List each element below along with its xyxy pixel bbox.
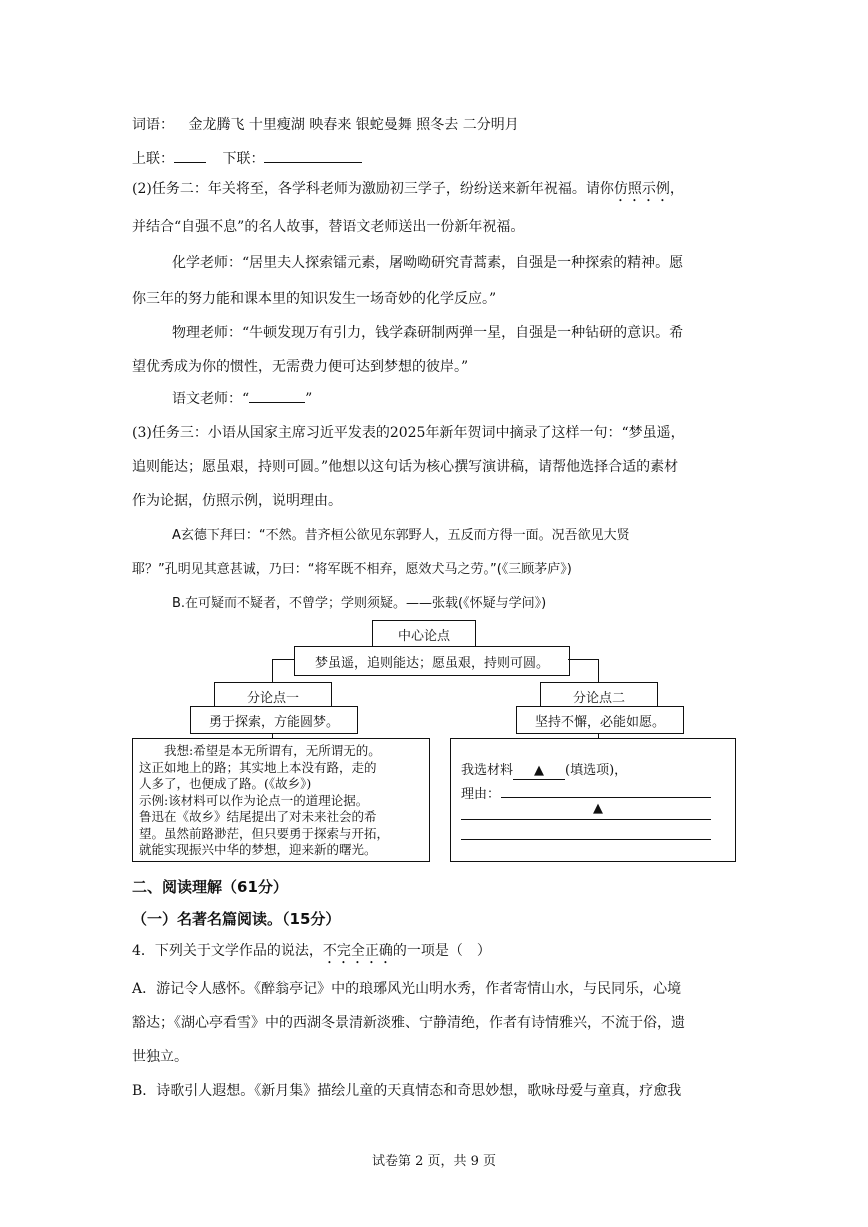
choose-material-label: 我选材料: [461, 763, 514, 778]
sub2-title-box: 分论点二: [540, 682, 658, 710]
reason-blank-2[interactable]: [461, 819, 711, 820]
section2-heading: 二、阅读理解（61分）: [132, 878, 288, 896]
example-line: 就能实现振兴中华的梦想，迎来新的曙光。: [139, 842, 377, 857]
task3-line1: (3)任务三：小语从国家主席习近平发表的2025年新年贺词中摘录了这样一句：“梦虽遥，: [132, 425, 685, 441]
connector-left-v: [272, 659, 273, 682]
q4-text: 4．下列关于文学作品的说法，: [132, 943, 323, 959]
ciyu-items: 金龙腾飞 十里瘦湖 映春来 银蛇曼舞 照冬去 二分明月: [188, 117, 519, 133]
lower-couplet-label: 下联：: [222, 151, 265, 167]
example-box: [132, 738, 430, 862]
reason-blank-1[interactable]: [501, 797, 711, 798]
upper-couplet-label: 上联：: [132, 151, 174, 167]
example-line: 望。虽然前路渺茫，但只要勇于探索与开拓，: [139, 825, 390, 841]
option-a-line2: 豁达；《湖心亭看雪》中的西湖冬景清新淡雅、宁静清绝，作者有诗情雅兴，不流于俗，遗: [132, 1015, 685, 1031]
choose-material-line: [461, 759, 627, 780]
question-4: [132, 940, 491, 967]
material-b-line: B.在可疑而不疑者，不曾学；学则须疑。——张载(《怀疑与学问》): [172, 596, 547, 611]
example-line: 示例:该材料可以作为论点一的道理论据。: [139, 792, 369, 808]
q4-emphasis: 不完全正确: [322, 943, 393, 959]
page-footer: 试卷第 2 页，共 9 页: [371, 1154, 497, 1169]
central-text-box: 梦虽遥，追则能达；愿虽艰，持则可圆。: [294, 646, 570, 676]
sub1-title-box: 分论点一: [214, 682, 332, 710]
phys-line2: 望优秀成为你的惯性，无需费力便可达到梦想的彼岸。”: [132, 359, 469, 375]
chinese-teacher-blank[interactable]: [249, 388, 305, 403]
chinese-teacher-quote-end: ”: [305, 391, 313, 407]
task3-line3: 作为论据，仿照示例，说明理由。: [132, 493, 342, 509]
material-a-line2: 耶？”孔明见其意甚诚，乃曰：“将军既不相弃，愿效犬马之劳。”(《三顾茅庐》): [132, 562, 572, 577]
couplet-line: [132, 148, 362, 168]
central-title-box: 中心论点: [372, 620, 476, 648]
material-a-line1: A玄德下拜曰：“不然。昔齐桓公欲见东郭野人，五反而方得一面。况吾欲见大贤: [172, 528, 630, 543]
task2-line1: [132, 178, 684, 205]
chem-line2: 你三年的努力能和课本里的知识发生一场奇妙的化学反应。”: [132, 291, 497, 307]
sub2-text-box: 坚持不懈，必能如愿。: [516, 706, 684, 734]
ciyu-label: 词语：: [132, 117, 174, 133]
example-line: 鲁迅在《故乡》结尾提出了对未来社会的希: [139, 809, 377, 824]
triangle-icon: ▲: [534, 763, 545, 778]
option-b-line1[interactable]: B．诗歌引人遐想。《新月集》描绘儿童的天真情态和奇思妙想，歌咏母爱与童真，疗愈我: [132, 1083, 682, 1099]
connector-right-h: [568, 659, 598, 660]
task2-comma: ，: [669, 181, 684, 197]
chem-line1: 化学老师：“居里夫人探索镭元素，屠呦呦研究青蒿素，自强是一种探索的精神。愿: [172, 255, 684, 271]
option-a-line1[interactable]: A．游记令人感怀。《醉翁亭记》中的琅琊风光山明水秀，作者寄情山水，与民同乐，心境: [132, 981, 682, 997]
connector-right-v: [598, 659, 599, 682]
task2-line2: 并结合“自强不息”的名人故事，替语文老师送出一份新年祝福。: [132, 219, 525, 235]
reason-label: 理由：: [461, 787, 501, 802]
task2-emphasis: 仿照示例: [613, 181, 670, 197]
section2-subheading: （一）名著名篇阅读。（15分）: [132, 910, 341, 928]
upper-couplet-blank[interactable]: [174, 148, 206, 163]
chinese-teacher-label: 语文老师：“: [172, 391, 250, 407]
chinese-teacher-line: [172, 388, 312, 408]
ciyu-line: [132, 114, 519, 134]
example-line: 我想:希望是本无所谓有，无所谓无的。: [139, 743, 381, 758]
task2-text: (2)任务二：年关将至，各学科老师为激励初三学子，纷纷送来新年祝福。请你: [132, 181, 614, 197]
example-line: 这正如地上的路；其实地上本没有路，走的: [139, 759, 377, 775]
triangle-icon: ▲: [593, 801, 603, 816]
answer-box: [450, 738, 736, 862]
phys-line1: 物理老师：“牛顿发现万有引力，钱学森研制两弹一星，自强是一种钻研的意识。希: [172, 325, 684, 341]
task3-line2: 追则能达；愿虽艰，持则可圆。”他想以这句话为核心撰写演讲稿，请帮他选择合适的素材: [132, 459, 679, 475]
option-a-line3: 世独立。: [132, 1049, 188, 1065]
example-line: 人多了，也便成了路。(《故乡》): [139, 776, 312, 791]
lower-couplet-blank[interactable]: [264, 148, 362, 163]
sub1-text-box: 勇于探索，方能圆梦。: [190, 706, 358, 734]
reason-blank-3[interactable]: [461, 839, 711, 840]
choose-material-suffix: (填选项)，: [565, 763, 628, 778]
connector-left-h: [272, 659, 294, 660]
choose-material-blank[interactable]: [513, 764, 565, 780]
q4-text-end: 的一项是（ ）: [392, 943, 491, 959]
